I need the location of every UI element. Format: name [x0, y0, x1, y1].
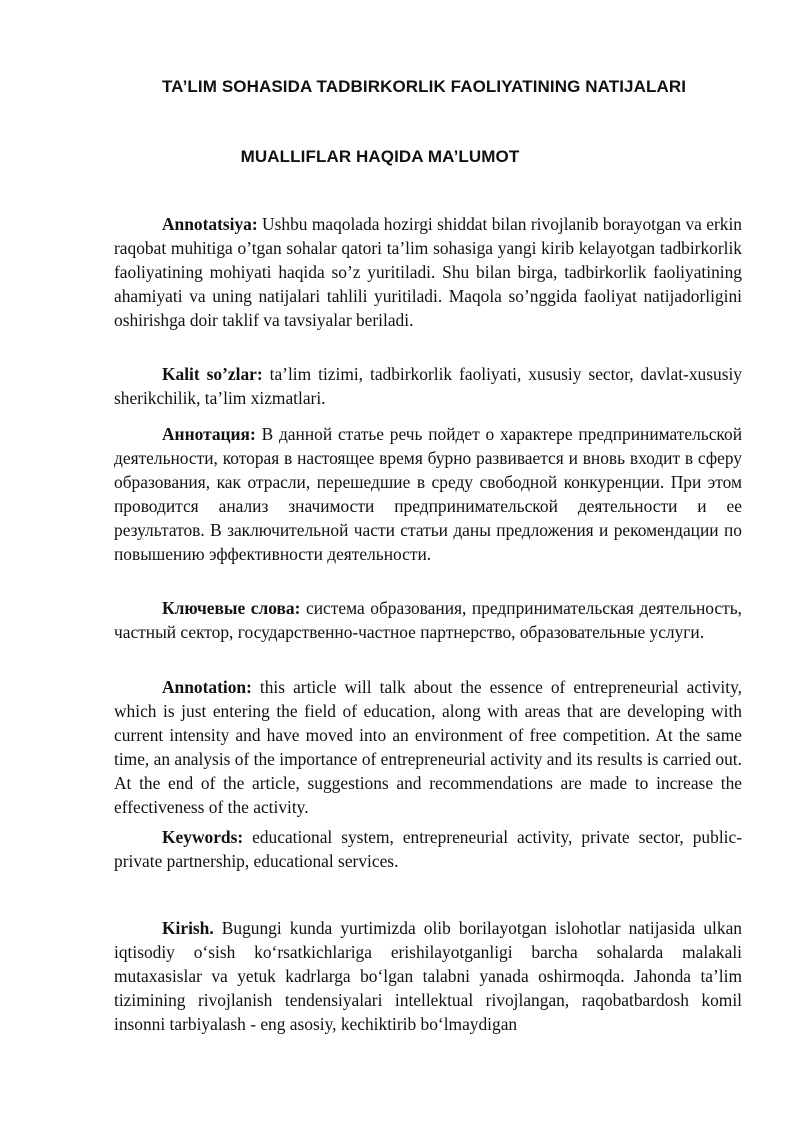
annotation-en-text: this article will talk about the essence of entrepreneurial activity, which is just entering the field of education, along with areas that are developing with current intensity and have moved into an environment of free competition. At the same time, an analysis of the importance of entrepreneurial activity and its results is carried out. At the end of the article, suggestions and recommendations are made to increase the effectiveness of the activity. [114, 677, 742, 817]
keywords-uz-paragraph [114, 362, 742, 410]
keywords-ru-label: Ключевые слова: [162, 598, 301, 618]
keywords-en-label: Keywords: [162, 827, 244, 847]
document-title: TA’LIM SOHASIDA TADBIRKORLIK FAOLIYATINING NATIJALARI [161, 77, 687, 96]
annotation-en-label: Annotation: [162, 677, 252, 697]
annotation-ru-text: В данной статье речь пойдет о характере предпринимательской деятельности, которая в настоящее время бурно развивается и вновь входит в сферу образования, как отрасли, перешедшие в среду свободной конкуренции. При этом проводится анализ значимости предпринимательской деятельности и ее результатов. В заключительной части статьи даны предложения и рекомендации по повышению эффективности деятельности. [114, 424, 742, 564]
annotation-uz-paragraph [114, 212, 742, 332]
keywords-en-paragraph [114, 825, 742, 873]
annotation-ru-paragraph [114, 422, 742, 566]
introduction-text: Bugungi kunda yurtimizda olib borilayotgan islohotlar natijasida ulkan iqtisodiy o‘sish ko‘rsatkichlariga erishilayotganligi barcha sohalarda malakali mutaxasislar va yetuk kadrlarga bo‘lgan talabni yanada oshirmoqda. Jahonda ta’lim tizimining rivojlanish tendensiyalari intellektual rivojlangan, raqobatbardosh komil insonni tarbiyalash - eng asosiy, kechiktirib bo‘lmaydigan [114, 918, 742, 1034]
annotation-ru-label: Аннотация: [162, 424, 256, 444]
introduction-paragraph [114, 916, 742, 1036]
annotation-uz-text: Ushbu maqolada hozirgi shiddat bilan rivojlanib borayotgan va erkin raqobat muhitiga o’tgan sohalar qatori ta’lim sohasiga yangi kirib kelayotgan tadbirkorlik faoliyatining mohiyati haqida so’z yuritiladi. Shu bilan birga, tadbirkorlik faoliyatining ahamiyati va uning natijalari tahlili yuritiladi. Maqola so’nggida faoliyat natijadorligini oshirishga doir taklif va tavsiyalar beriladi. [114, 214, 742, 330]
keywords-uz-label: Kalit so’zlar: [162, 364, 263, 384]
annotation-en-paragraph [114, 675, 742, 819]
keywords-ru-text: система образования, предпринимательская деятельность, частный сектор, государственно-частное партнерство, образовательные услуги. [114, 598, 743, 642]
keywords-ru-paragraph [114, 596, 742, 644]
keywords-uz-text: ta’lim tizimi, tadbirkorlik faoliyati, xususiy sector, davlat-xususiy sherikchilik, ta’lim xizmatlari. [114, 364, 742, 408]
keywords-en-text: educational system, entrepreneurial activity, private sector, public-private partnership, educational services. [114, 827, 742, 871]
annotation-uz-label: Annotatsiya: [162, 214, 258, 234]
introduction-label: Kirish. [162, 918, 214, 938]
authors-heading: MUALLIFLAR HAQIDA MA’LUMOT [240, 147, 520, 166]
